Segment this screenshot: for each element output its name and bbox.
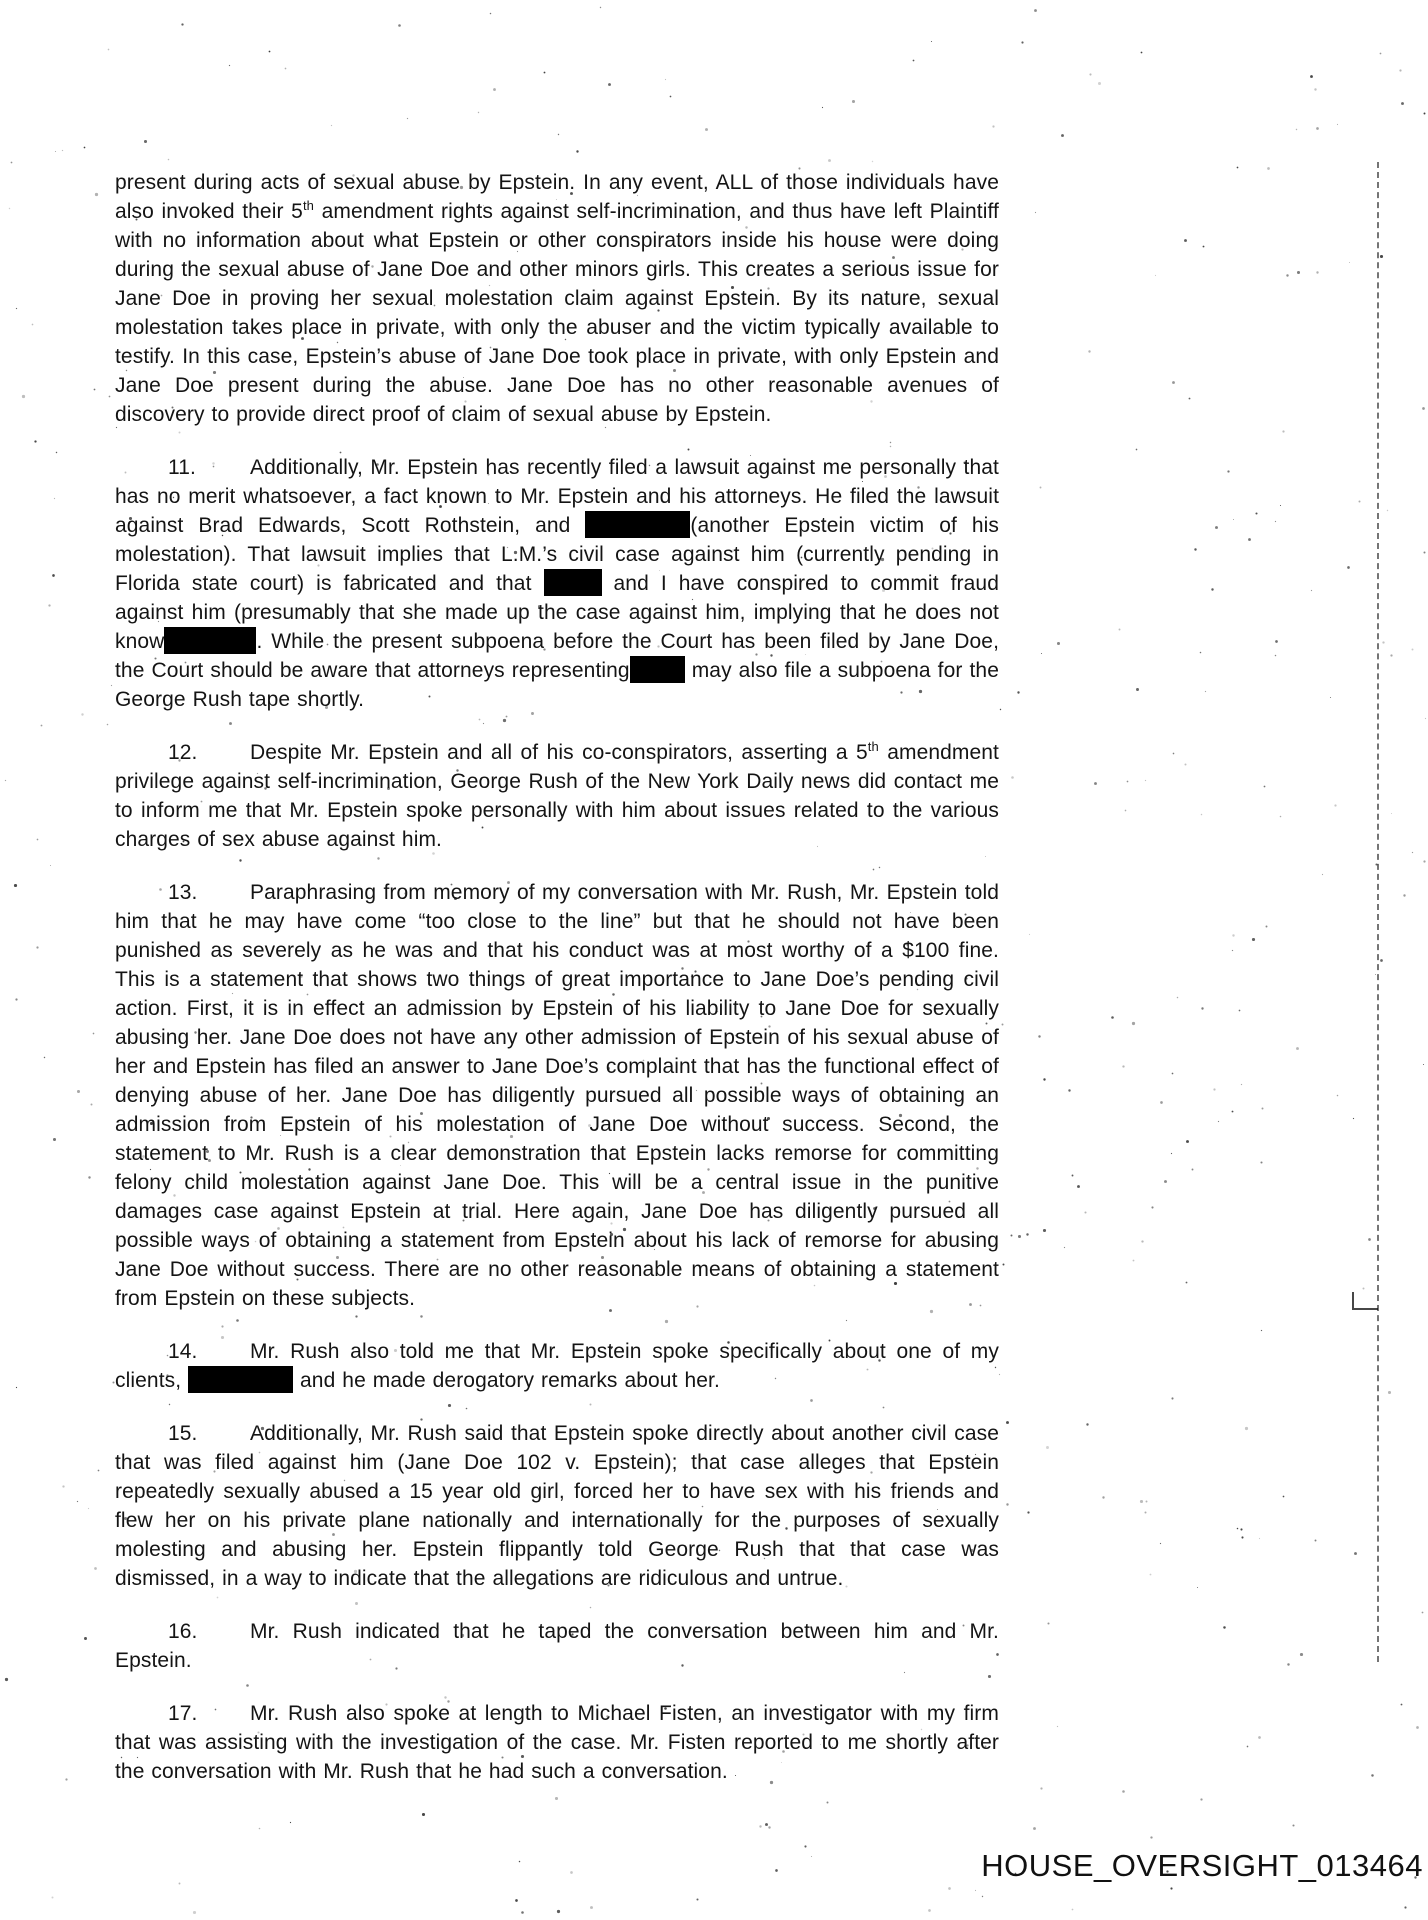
- scan-artifact-bracket: [1352, 1292, 1378, 1310]
- text-run: Despite Mr. Epstein and all of his co-conspirators, asserting a 5: [250, 741, 868, 764]
- text-run: (another Epstein victim of his molestation). That lawsuit implies that L.M.’s civil case against him (currently pending in Florida state court) is fabricated and that: [115, 514, 999, 595]
- redaction-box: [188, 1366, 293, 1393]
- text-run: Additionally, Mr. Rush said that Epstein spoke directly about another civil case that was filed against him (Jane Doe 102 v. Epstein); that case alleges that Epstein repeatedly sexually abused a 15 year old girl, forced her to have sex with his friends and flew her on his private plane nationally and internationally for the purposes of sexually molesting and abusing her. Epstein flippantly told George Rush that that case was dismissed, in a way to indicate that the allegations are ridiculous and untrue.: [115, 1422, 999, 1590]
- paragraph-number: 16.: [168, 1620, 198, 1643]
- text-run: present during acts of sexual abuse by Epstein. In any event, ALL of those individuals have also invoked their 5: [115, 171, 999, 223]
- paragraph-14: [115, 1337, 999, 1395]
- paragraph-16: [115, 1617, 999, 1675]
- paragraph-continuation: [115, 168, 999, 429]
- paragraph-11: [115, 453, 999, 714]
- paragraph-number: 13.: [168, 881, 198, 904]
- text-run: Paraphrasing from memory of my conversation with Mr. Rush, Mr. Epstein told him that he may have come “too close to the line” but that he should not have been punished as severely as he was and that his conduct was at most worthy of a $100 fine. This is a statement that shows two things of great importance to Jane Doe’s pending civil action. First, it is in effect an admission by Epstein of his liability to Jane Doe for sexually abusing her. Jane Doe does not have any other admission of Epstein of his sexual abuse of her and Epstein has filed an answer to Jane Doe’s complaint that has the functional effect of denying abuse of her. Jane Doe has diligently pursued all possible ways of obtaining an admission from Epstein of his molestation of Jane Doe without success. Second, the statement to Mr. Rush is a clear demonstration that Epstein lacks remorse for committing felony child molestation against Jane Doe. This will be a central issue in the punitive damages case against Epstein at trial. Here again, Jane Doe has diligently pursued all possible ways of obtaining a statement from Epstein about his lack of remorse for abusing Jane Doe without success. There are no other reasonable means of obtaining a statement from Epstein on these subjects.: [115, 881, 999, 1310]
- text-run: . While the present subpoena before the Court has been filed by Jane Doe, the Court should be aware that attorneys representing: [115, 630, 999, 682]
- paragraph-number: 17.: [168, 1702, 198, 1725]
- text-run: and he made derogatory remarks about her.: [293, 1369, 720, 1392]
- paragraph-number: 11.: [168, 456, 196, 479]
- text-run: and I have conspired to commit fraud against him (presumably that she made up the case against him, implying that he does not know: [115, 572, 999, 653]
- superscript: th: [302, 198, 314, 213]
- scan-artifact-line: [1377, 162, 1379, 1662]
- paragraph-12: [115, 738, 999, 854]
- bates-number: HOUSE_OVERSIGHT_013464: [981, 1848, 1423, 1883]
- paragraph-number: 12.: [168, 741, 198, 764]
- paragraph-number: 14.: [168, 1340, 198, 1363]
- text-run: amendment rights against self-incrimination, and thus have left Plaintiff with no information about what Epstein or other conspirators inside his house were doing during the sexual abuse of Jane Doe and other minors girls. This creates a serious issue for Jane Doe in proving her sexual molestation claim against Epstein. By its nature, sexual molestation takes place in private, with only the abuser and the victim typically available to testify. In this case, Epstein’s abuse of Jane Doe took place in private, with only Epstein and Jane Doe present during the abuse. Jane Doe has no other reasonable avenues of discovery to provide direct proof of claim of sexual abuse by Epstein.: [115, 200, 999, 426]
- document-body: [115, 168, 999, 1810]
- redaction-box: [630, 656, 685, 683]
- paragraph-number: 15.: [168, 1422, 198, 1445]
- noise-layer: [0, 0, 1, 1]
- superscript: th: [867, 739, 879, 754]
- text-run: Mr. Rush also spoke at length to Michael Fisten, an investigator with my firm that was assisting with the investigation of the case. Mr. Fisten reported to me shortly after the conversation with Mr. Rush that he had such a conversation.: [115, 1702, 999, 1783]
- text-run: Mr. Rush also told me that Mr. Epstein spoke specifically about one of my clients,: [115, 1340, 999, 1392]
- paragraph-15: [115, 1419, 999, 1593]
- redaction-box: [585, 511, 690, 538]
- paragraph-13: [115, 878, 999, 1313]
- redaction-box: [544, 569, 602, 596]
- text-run: amendment privilege against self-incrimination, George Rush of the New York Daily news did contact me to inform me that Mr. Epstein spoke personally with him about issues related to the various charges of sex abuse against him.: [115, 741, 999, 851]
- paragraph-17: [115, 1699, 999, 1786]
- redaction-box: [164, 627, 256, 654]
- text-run: Additionally, Mr. Epstein has recently filed a lawsuit against me personally that has no merit whatsoever, a fact known to Mr. Epstein and his attorneys. He filed the lawsuit against Brad Edwards, Scott Rothstein, and: [115, 456, 999, 537]
- text-run: Mr. Rush indicated that he taped the conversation between him and Mr. Epstein.: [115, 1620, 999, 1672]
- text-run: may also file a subpoena for the George Rush tape shortly.: [115, 659, 999, 711]
